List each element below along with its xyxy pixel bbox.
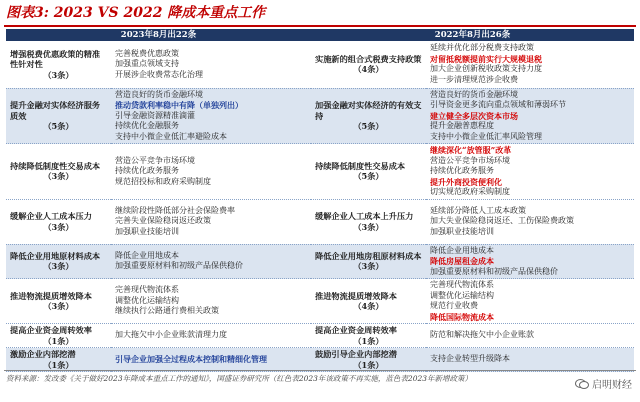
watermark-text: 启明财经	[592, 380, 632, 391]
policy-item: 降低企业用地成本	[115, 250, 179, 260]
figure-title: 图表3: 2023 VS 2022 降成本重点工作	[6, 5, 266, 21]
right-category-count: （4条）	[353, 64, 384, 75]
right-category-title: 提高企业资金周转效率	[315, 325, 397, 335]
right-category-count: （3条）	[353, 221, 384, 232]
policy-item: 营造良好的货币金融环境	[430, 89, 518, 99]
left-category-title: 降低企业用地原材料成本	[10, 250, 101, 261]
left-category-title: 持续降低制度性交易成本	[10, 160, 101, 171]
right-items-cell	[426, 244, 634, 279]
right-category-cell	[311, 41, 426, 88]
right-items-cell	[426, 199, 634, 244]
policy-item: 建立健全多层次资本市场	[430, 110, 518, 121]
policy-item: 完善税费优惠政策	[115, 48, 179, 58]
policy-item: 引导金融资源精准滴灌	[115, 110, 195, 120]
left-category-count: （3条）	[43, 69, 74, 80]
policy-item: 引导资金更多流向重点领域和薄弱环节	[430, 100, 566, 109]
policy-item: 持续优化政务服务	[115, 166, 179, 175]
policy-item: 完善失业保险稳岗返还政策	[115, 216, 211, 226]
left-category-title: 提升金融对实体经济服务质效	[10, 100, 101, 121]
left-category-cell	[6, 41, 111, 88]
left-category-count: （5条）	[43, 121, 74, 131]
policy-item: 进一步清理规范涉企收费	[430, 74, 518, 84]
left-category-count: （3条）	[43, 301, 74, 311]
left-category-count: （3条）	[43, 171, 74, 182]
policy-item: 持续优化金融服务	[115, 121, 179, 130]
left-items-cell	[111, 324, 311, 348]
right-category-count: （1条）	[353, 335, 384, 346]
left-category-cell	[6, 279, 111, 324]
policy-item: 切实规范政府采购制度	[430, 187, 510, 196]
left-category-cell	[6, 88, 111, 144]
left-items-cell	[111, 199, 311, 244]
right-category-count: （1条）	[353, 359, 384, 370]
table-row	[6, 279, 634, 324]
left-items-cell	[111, 144, 311, 200]
left-category-count: （3条）	[43, 261, 74, 272]
right-items-cell	[426, 279, 634, 324]
policy-item: 继续阶段性降低部分社会保险费率	[115, 205, 235, 215]
left-category-title: 激励企业内部挖潜	[10, 349, 76, 359]
policy-item: 加大企业创新税收政策支持力度	[430, 64, 542, 74]
right-category-count: （5条）	[353, 171, 384, 182]
policy-item: 调整优化运输结构	[430, 290, 494, 300]
right-category-title: 实施新的组合式税费支持政策	[315, 53, 422, 64]
policy-item: 防范和解决拖欠中小企业账款	[430, 330, 534, 340]
wechat-icon	[575, 378, 589, 389]
left-category-count: （1条）	[43, 359, 74, 370]
table-row	[6, 348, 634, 372]
policy-item: 加强重要原材料和初级产品保供稳价	[430, 266, 558, 276]
policy-item: 加大失业保险稳岗返还、工伤保险费政策	[430, 216, 574, 226]
policy-item: 提升金融普惠程度	[430, 121, 494, 130]
policy-item: 调整优化运输结构	[115, 295, 179, 305]
left-category-cell	[6, 199, 111, 244]
policy-item: 延续并优化部分税费支持政策	[430, 43, 534, 53]
right-category-cell	[311, 279, 426, 324]
left-category-cell	[6, 144, 111, 200]
right-items-cell	[426, 324, 634, 348]
policy-item: 营造公平竞争市场环境	[430, 155, 510, 165]
policy-item: 推动贷款利率稳中有降（单独列出）	[115, 100, 243, 110]
right-category-cell	[311, 244, 426, 279]
title-rule	[4, 25, 636, 27]
left-category-cell	[6, 244, 111, 279]
right-category-cell	[311, 199, 426, 244]
right-category-cell	[311, 144, 426, 200]
header-2023: 2023年8月出22条	[6, 29, 311, 41]
policy-item: 支持企业转型升级降本	[430, 354, 510, 364]
table-row	[6, 41, 634, 88]
policy-item: 降低国际物流成本	[430, 311, 494, 322]
policy-item: 继续执行公路通行费相关政策	[115, 306, 219, 316]
policy-item: 对留抵税额提前实行大规模退税	[430, 53, 542, 64]
policy-item: 规范招投标和政府采购制度	[115, 176, 211, 186]
table-row	[6, 144, 634, 200]
policy-item: 延续部分降低人工成本政策	[430, 205, 526, 215]
left-items-cell	[111, 279, 311, 324]
policy-item: 持续优化政务服务	[430, 166, 494, 175]
left-items-cell	[111, 348, 311, 372]
source-note: 资料来源：发改委《关于做好2023年降成本重点工作的通知》，国盛证券研究所（红色表2023年该政策不再实施，蓝色表2023年新增政策）	[6, 374, 473, 383]
right-category-count: （3条）	[353, 261, 384, 272]
left-category-title: 推进物流提质增效降本	[10, 290, 92, 301]
table-row	[6, 324, 634, 348]
header-2022: 2022年8月出26条	[311, 29, 634, 41]
policy-item: 加强重点领域支持	[115, 59, 179, 68]
left-items-cell	[111, 88, 311, 144]
policy-item: 降低房屋租金成本	[430, 256, 494, 266]
right-items-cell	[426, 144, 634, 200]
table-body	[6, 29, 634, 372]
policy-item: 完善现代物流体系	[430, 280, 494, 289]
right-category-title: 加强金融对实体经济的有效支持	[315, 100, 422, 121]
policy-item: 加强职业技能培训	[430, 226, 494, 236]
left-items-cell	[111, 244, 311, 279]
policy-item: 继续深化“放管服”改革	[430, 145, 512, 155]
policy-item: 引导企业加强全过程成本控制和精细化管理	[115, 354, 267, 365]
watermark	[575, 376, 632, 391]
policy-item: 支持中小微企业低汇率风险管理	[430, 131, 542, 141]
policy-item: 加强重要原材料和初级产品保供稳价	[115, 261, 243, 271]
left-category-cell	[6, 324, 111, 348]
policy-item: 加强职业技能培训	[115, 226, 179, 236]
right-category-count: （5条）	[353, 121, 384, 131]
policy-item: 开展涉企收费常态化治理	[115, 69, 203, 79]
right-items-cell	[426, 88, 634, 144]
table-row	[6, 199, 634, 244]
policy-item: 加大拖欠中小企业账款清理力度	[115, 330, 227, 340]
policy-item: 完善现代物流体系	[115, 285, 179, 295]
left-items-cell	[111, 41, 311, 88]
right-category-title: 推进物流提质增效降本	[315, 290, 397, 301]
comparison-table	[6, 29, 634, 372]
bottom-rule	[4, 370, 636, 371]
left-category-title: 缓解企业人工成本压力	[10, 211, 92, 221]
left-category-title: 提高企业资金周转效率	[10, 325, 92, 335]
table-row	[6, 244, 634, 279]
right-category-cell	[311, 348, 426, 372]
left-category-count: （1条）	[43, 335, 74, 346]
right-category-title: 缓解企业人工成本上升压力	[315, 211, 414, 221]
left-category-title: 增强税费优惠政策的精准性针对性	[10, 48, 101, 69]
policy-item: 营造良好的货币金融环境	[115, 89, 203, 99]
right-items-cell	[426, 348, 634, 372]
policy-item: 营造公平竞争市场环境	[115, 155, 195, 165]
policy-item: 规范行业收费	[430, 301, 478, 310]
right-category-count: （4条）	[353, 301, 384, 311]
right-category-title: 鼓励引导企业内部挖潜	[315, 349, 397, 359]
right-category-title: 降低企业用地房租原材料成本	[315, 250, 422, 261]
policy-item: 支持中小微企业低汇率避险成本	[115, 131, 227, 141]
right-items-cell	[426, 41, 634, 88]
left-category-count: （3条）	[43, 221, 74, 232]
policy-item: 降低企业用地成本	[430, 245, 494, 255]
right-category-cell	[311, 88, 426, 144]
right-category-cell	[311, 324, 426, 348]
table-header-row	[6, 29, 634, 41]
table-row	[6, 88, 634, 144]
policy-item: 提升外商投资便利化	[430, 176, 502, 187]
left-category-cell	[6, 348, 111, 372]
right-category-title: 持续降低制度性交易成本	[315, 160, 406, 171]
